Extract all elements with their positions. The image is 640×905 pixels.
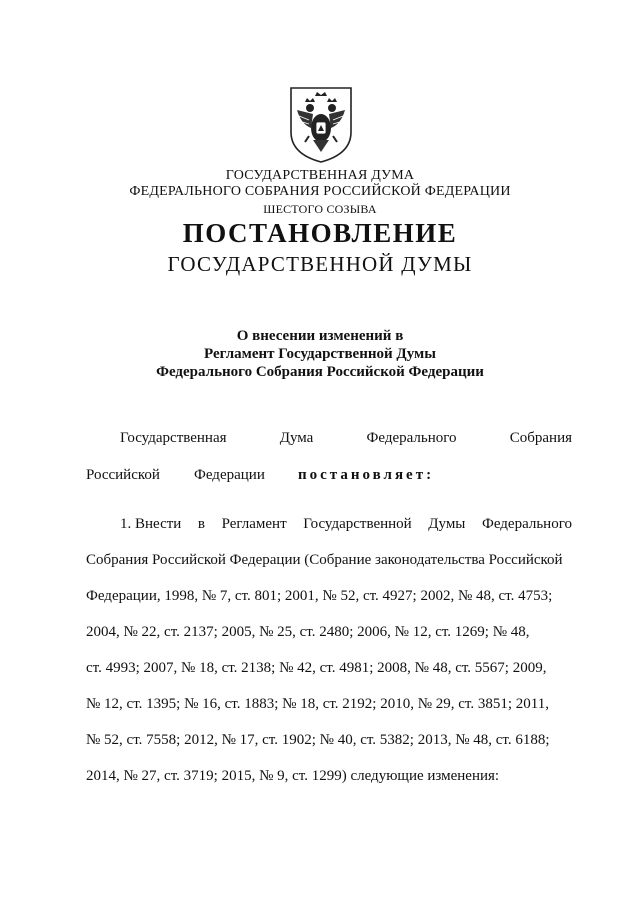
subject-line: Регламент Государственной Думы bbox=[204, 346, 436, 362]
subject-line: О внесении изменений в bbox=[236, 328, 404, 344]
body-word: 1. Внести bbox=[120, 516, 182, 532]
body-line: Федерации, 1998, № 7, ст. 801; 2001, № 52, ст. 4927; 2002, № 48, ст. 4753; bbox=[86, 588, 553, 604]
body-line: № 52, ст. 7558; 2012, № 17, ст. 1902; № 40, ст. 5382; 2013, № 48, ст. 6188; bbox=[86, 732, 550, 748]
document-type: ПОСТАНОВЛЕНИЕ bbox=[182, 218, 458, 248]
body-word: Федерального bbox=[481, 516, 572, 532]
body-line: Собрания Российской Федерации (Собрание законодательства Российской bbox=[86, 552, 563, 568]
intro-word: Собрания bbox=[509, 430, 572, 446]
body-line: № 12, ст. 1395; № 16, ст. 1883; № 18, ст. 2192; 2010, № 29, ст. 3851; 2011, bbox=[86, 696, 549, 712]
intro-word: Дума bbox=[279, 430, 314, 446]
coat-of-arms-icon bbox=[287, 84, 355, 164]
intro-line bbox=[86, 467, 572, 484]
issuer-parliament: ФЕДЕРАЛЬНОГО СОБРАНИЯ РОССИЙСКОЙ ФЕДЕРАЦИИ bbox=[129, 184, 511, 199]
decree-verb: постановляет: bbox=[298, 467, 435, 483]
convocation: ШЕСТОГО СОЗЫВА bbox=[263, 202, 377, 216]
body-line: ст. 4993; 2007, № 18, ст. 2138; № 42, ст. 4981; 2008, № 48, ст. 5567; 2009, bbox=[86, 660, 547, 676]
intro-word: Федерального bbox=[366, 430, 457, 446]
body-paragraph bbox=[86, 516, 572, 804]
intro-word: Федерации bbox=[194, 467, 265, 483]
issuer-name: ГОСУДАРСТВЕННАЯ ДУМА bbox=[225, 168, 415, 183]
body-word: в bbox=[197, 516, 205, 532]
body-line: 2014, № 27, ст. 3719; 2015, № 9, ст. 1299) следующие изменения: bbox=[86, 768, 500, 784]
intro-word: Государственная bbox=[120, 430, 227, 446]
body-line bbox=[86, 516, 572, 552]
body-line: 2004, № 22, ст. 2137; 2005, № 25, ст. 2480; 2006, № 12, ст. 1269; № 48, bbox=[86, 624, 530, 640]
subject-line: Федерального Собрания Российской Федерации bbox=[156, 364, 484, 380]
document-issuer: ГОСУДАРСТВЕННОЙ ДУМЫ bbox=[167, 252, 473, 276]
body-word: Регламент bbox=[221, 516, 287, 532]
body-word: Думы bbox=[428, 516, 466, 532]
intro-line bbox=[86, 430, 572, 447]
intro-word: Российской bbox=[86, 467, 160, 483]
body-word: Государственной bbox=[303, 516, 412, 532]
